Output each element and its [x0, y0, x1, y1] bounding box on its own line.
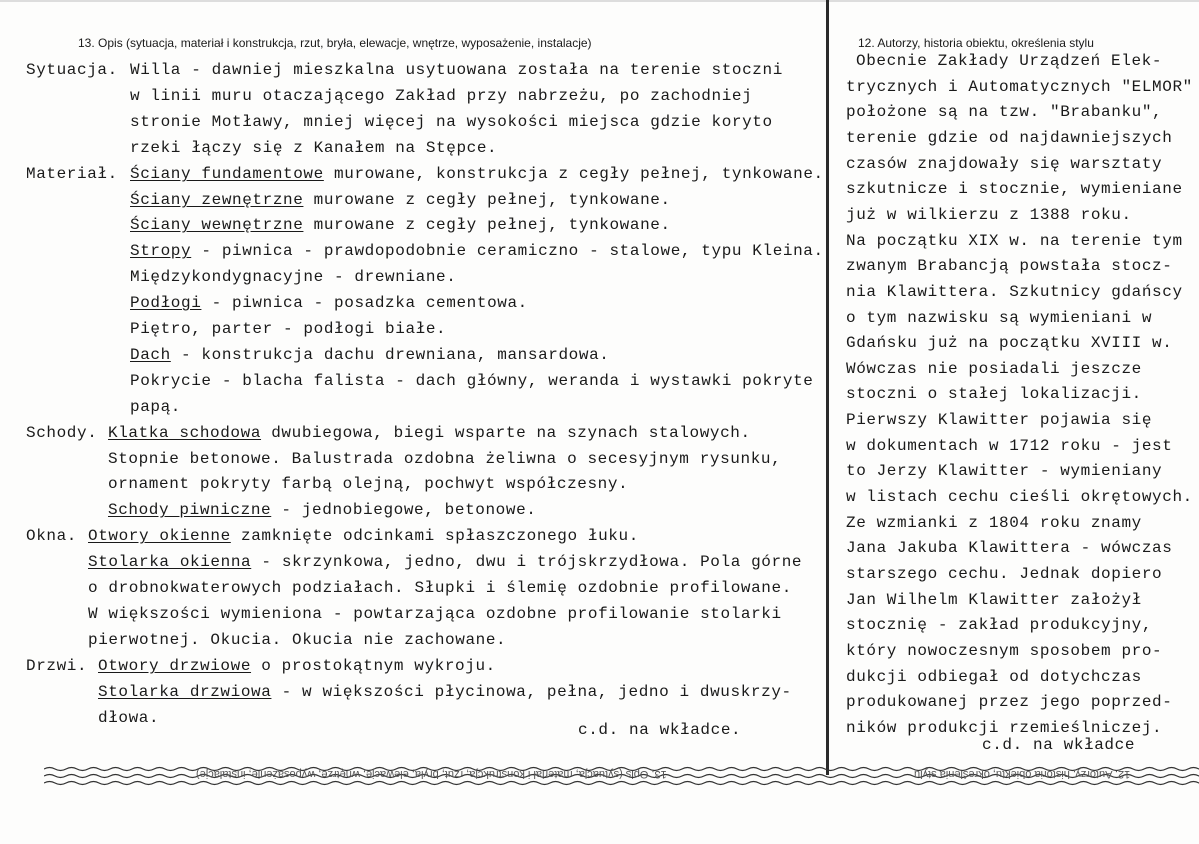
line-text: w linii muru otaczającego Zakład przy nabrzeżu, po zachodniej — [130, 87, 753, 105]
underlined-term: Stolarka drzwiowa — [98, 683, 272, 701]
history-line: zwanym Brabancją powstała stocz- — [846, 257, 1173, 275]
text-line — [88, 631, 506, 649]
text-line — [130, 216, 671, 234]
text-line — [130, 113, 773, 131]
text-line — [130, 268, 456, 286]
line-text: dłowa. — [98, 709, 160, 727]
history-line: który nowoczesnym sposobem pro- — [846, 642, 1163, 660]
history-line: Na początku XIX w. na terenie tym — [846, 232, 1183, 250]
text-line — [130, 320, 446, 338]
history-line: to Jerzy Klawitter - wymieniany — [846, 462, 1163, 480]
text-line — [98, 683, 792, 701]
line-text: Pokrycie - blacha falista - dach główny, weranda i wystawki pokryte — [130, 372, 814, 390]
right-section-header: 12. Autorzy, historia obiektu, określenia stylu — [858, 36, 1094, 50]
line-text: - piwnica - posadzka cementowa. — [201, 294, 528, 312]
line-text: - skrzynkowa, jedno, dwu i trójskrzydłowa. Pola górne — [251, 553, 803, 571]
line-text: papą. — [130, 398, 182, 416]
text-line — [130, 87, 752, 105]
text-line — [130, 61, 783, 79]
history-line: w dokumentach w 1712 roku - jest — [846, 437, 1173, 455]
line-text: Stopnie betonowe. Balustrada ozdobna żeliwna o secesyjnym rysunku, — [108, 450, 782, 468]
text-line — [130, 346, 609, 364]
underlined-term: Ściany wewnętrzne — [130, 216, 304, 234]
text-line — [88, 553, 802, 571]
underlined-term: Stolarka okienna — [88, 553, 252, 571]
line-text: pierwotnej. Okucia. Okucia nie zachowane. — [88, 631, 507, 649]
line-text: - piwnica - prawdopodobnie ceramiczno - stalowe, typu Kleina. — [191, 242, 824, 260]
underlined-term: Dach — [130, 346, 171, 364]
history-line: o tym nazwisku są wymieniani w — [846, 309, 1153, 327]
text-line — [130, 242, 824, 260]
line-text: murowane, konstrukcja z cegły pełnej, tynkowane. — [323, 165, 824, 183]
section-label: Okna. — [26, 527, 78, 545]
line-text: ornament pokryty farbą olejną, pochwyt współczesny. — [108, 475, 629, 493]
text-line — [88, 527, 639, 545]
line-text: zamknięte odcinkami spłaszczonego łuku. — [230, 527, 639, 545]
text-line — [130, 294, 528, 312]
history-line: już w wilkierzu z 1388 roku. — [846, 206, 1132, 224]
underlined-term: Klatka schodowa — [108, 424, 262, 442]
left-continued-note: c.d. na wkładce. — [578, 721, 742, 739]
line-text: dwubiegowa, biegi wsparte na szynach stalowych. — [261, 424, 751, 442]
underlined-term: Podłogi — [130, 294, 202, 312]
history-line: Wówczas nie posiadali jeszcze — [846, 360, 1142, 378]
history-line: trycznych i Automatycznych "ELMOR" — [846, 78, 1193, 96]
history-line: Pierwszy Klawitter pojawia się — [846, 411, 1153, 429]
text-line — [108, 450, 781, 468]
text-line — [108, 501, 536, 519]
section-label: Schody. — [26, 424, 98, 442]
line-text: stronie Motławy, mniej więcej na wysokości miejsca gdzie koryto — [130, 113, 773, 131]
history-line: stoczni o stałej lokalizacji. — [846, 385, 1142, 403]
section-label: Drzwi. — [26, 657, 88, 675]
line-text: Międzykondygnacyjne - drewniane. — [130, 268, 457, 286]
underlined-term: Stropy — [130, 242, 192, 260]
mirrored-footer-right: 12. Autorzy, historia obiektu, określenia stylu — [914, 768, 1131, 780]
line-text: - w większości płycinowa, pełna, jedno i dwuskrzy- — [271, 683, 792, 701]
history-line: Obecnie Zakłady Urządzeń Elek- — [856, 52, 1163, 70]
line-text: Willa - dawniej mieszkalna usytuowana została na terenie stoczni — [130, 61, 783, 79]
history-line: czasów znajdowały się warsztaty — [846, 155, 1163, 173]
section-label: Materiał. — [26, 165, 118, 183]
history-line: nia Klawittera. Szkutnicy gdańscy — [846, 283, 1183, 301]
line-text: murowane z cegły pełnej, tynkowane. — [303, 191, 671, 209]
left-section-header: 13. Opis (sytuacja, materiał i konstrukcja, rzut, bryła, elewacje, wnętrze, wyposażenie, instalacje) — [78, 36, 592, 50]
mirrored-footer-left: 13. Opis (sytuacja, materiał i konstrukcja, rzut, bryła, elewacje, wnętrze, wyposażenie, instalacje) — [196, 768, 667, 780]
history-line: produkowanej przez jego poprzed- — [846, 693, 1173, 711]
line-text: rzeki łączy się z Kanałem na Stępce. — [130, 139, 498, 157]
underlined-term: Ściany fundamentowe — [130, 165, 324, 183]
history-line: położone są na tzw. "Brabanku", — [846, 103, 1163, 121]
history-line: dukcji odbiegał od dotychczas — [846, 668, 1142, 686]
history-line: terenie gdzie od najdawniejszych — [846, 129, 1173, 147]
history-line: Ze wzmianki z 1804 roku znamy — [846, 514, 1142, 532]
line-text: o drobnokwaterowych podziałach. Słupki i ślemię ozdobnie profilowane. — [88, 579, 792, 597]
underlined-term: Otwory okienne — [88, 527, 231, 545]
history-line: Jan Wilhelm Klawitter założył — [846, 591, 1142, 609]
right-continued-note: c.d. na wkładce — [982, 736, 1136, 754]
text-line — [88, 605, 782, 623]
text-line — [130, 372, 814, 390]
column-divider — [826, 0, 829, 775]
line-text: - jednobiegowe, betonowe. — [271, 501, 537, 519]
line-text: W większości wymieniona - powtarzająca ozdobne profilowanie stolarki — [88, 605, 782, 623]
text-line — [130, 398, 181, 416]
section-label: Sytuacja. — [26, 61, 118, 79]
history-line: szkutnicze i stocznie, wymieniane — [846, 180, 1183, 198]
history-line: Gdańsku już na początku XVIII w. — [846, 334, 1173, 352]
history-line: w listach cechu cieśli okrętowych. — [846, 488, 1193, 506]
text-line — [130, 139, 497, 157]
underlined-term: Ściany zewnętrzne — [130, 191, 304, 209]
text-line — [98, 709, 159, 727]
text-line — [88, 579, 792, 597]
history-line: ników produkcji rzemieślniczej. — [846, 719, 1163, 737]
underlined-term: Schody piwniczne — [108, 501, 272, 519]
history-line: starszego cechu. Jednak dopiero — [846, 565, 1163, 583]
text-line — [108, 475, 628, 493]
line-text: murowane z cegły pełnej, tynkowane. — [303, 216, 671, 234]
text-line — [98, 657, 496, 675]
text-line — [130, 191, 671, 209]
line-text: - konstrukcja dachu drewniana, mansardowa. — [170, 346, 610, 364]
top-edge — [0, 0, 1199, 2]
line-text: Piętro, parter - podłogi białe. — [130, 320, 447, 338]
line-text: o prostokątnym wykroju. — [251, 657, 496, 675]
text-line — [130, 165, 824, 183]
history-line: Jana Jakuba Klawittera - wówczas — [846, 539, 1173, 557]
underlined-term: Otwory drzwiowe — [98, 657, 252, 675]
history-line: stocznię - zakład produkcyjny, — [846, 616, 1153, 634]
text-line — [108, 424, 751, 442]
